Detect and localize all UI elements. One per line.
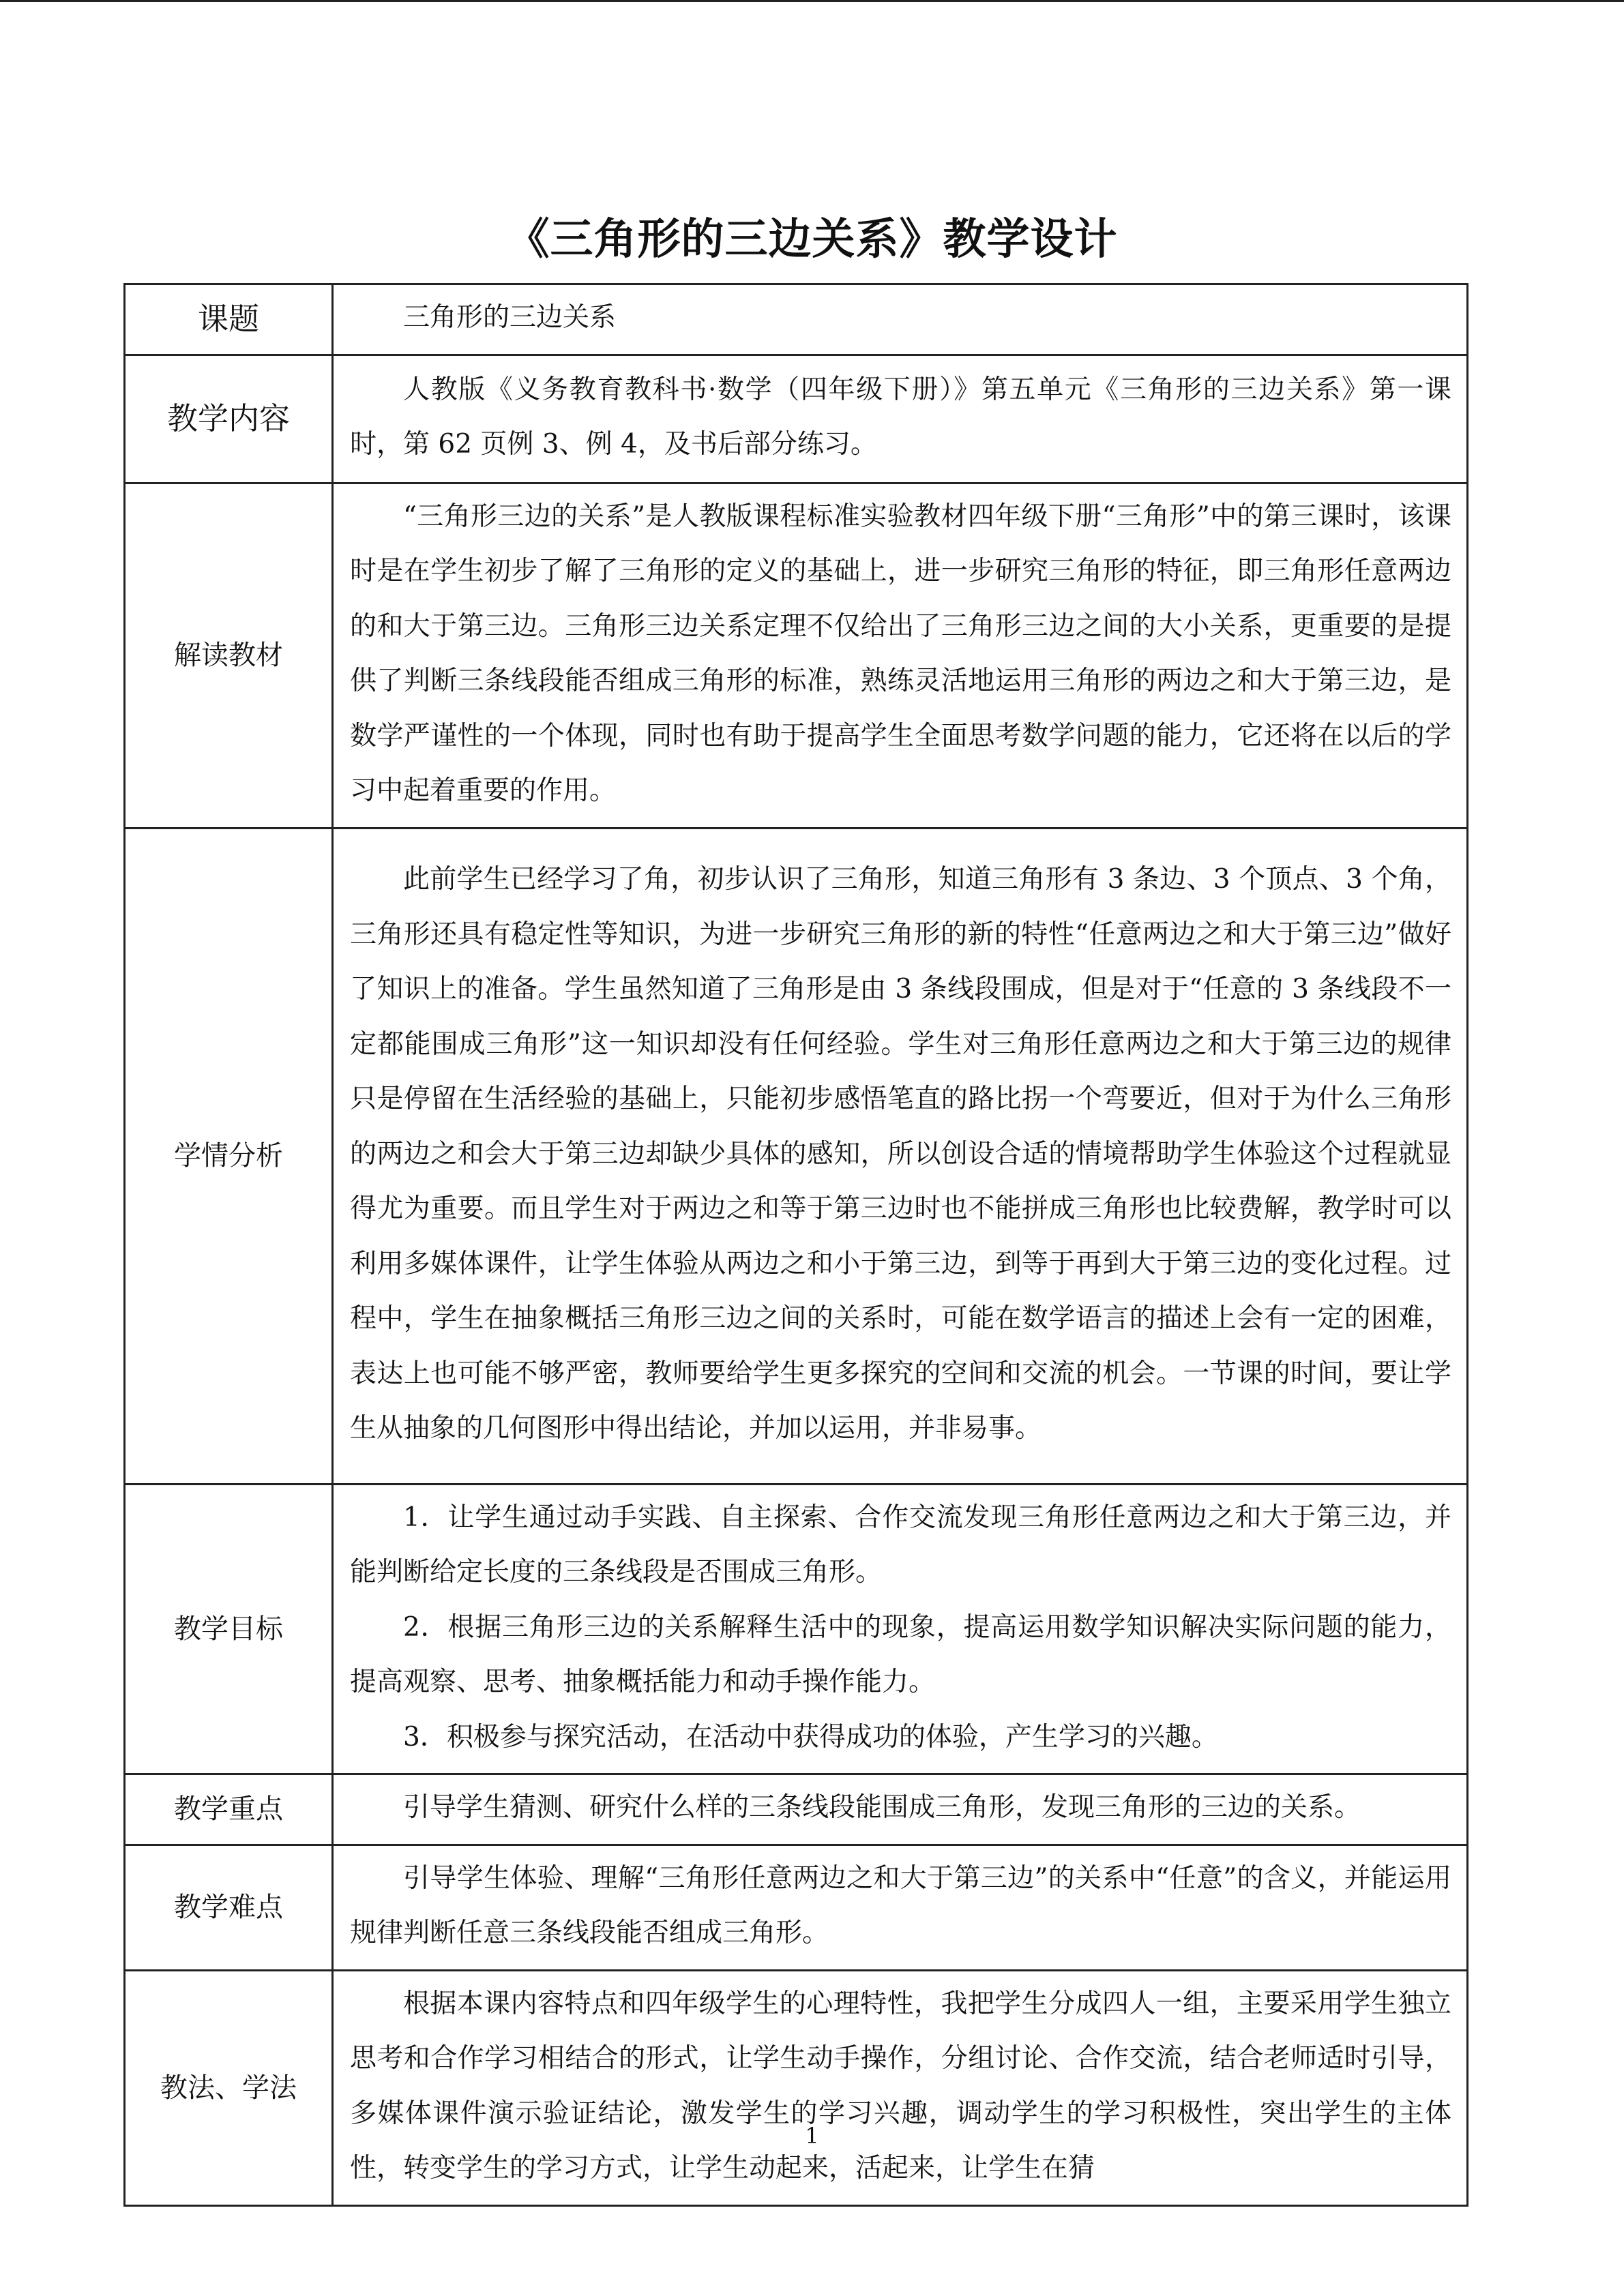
row-label-methods: 教法、学法: [125, 1970, 333, 2205]
row-content-difficult-points: 引导学生体验、理解“三角形任意两边之和大于第三边”的关系中“任意”的含义，并能运用规律判断任意三条线段能否组成三角形。: [333, 1845, 1468, 1970]
table-row-textbook-analysis: [125, 483, 1468, 828]
row-label-teaching-goals: 教学目标: [125, 1484, 333, 1774]
row-content-topic: 三角形的三边关系: [333, 284, 1468, 355]
table-row-teaching-goals: [125, 1484, 1468, 1774]
row-label-key-points: 教学重点: [125, 1774, 333, 1845]
row-content-key-points: 引导学生猜测、研究什么样的三条线段能围成三角形，发现三角形的三边的关系。: [333, 1774, 1468, 1845]
row-label-student-analysis: 学情分析: [125, 828, 333, 1484]
row-label-teaching-content: 教学内容: [125, 355, 333, 483]
table-row-key-points: [125, 1774, 1468, 1845]
page-top-border: [0, 0, 1624, 2]
lesson-plan-table: [123, 283, 1468, 2207]
row-content-student-analysis: 此前学生已经学习了角，初步认识了三角形，知道三角形有 3 条边、3 个顶点、3 个角，三角形还具有稳定性等知识，为进一步研究三角形的新的特性“任意两边之和大于第三边”做好了知识上的准备。学生虽然知道了三角形是由 3 条线段围成，但是对于“任意的 3 条线段不一定都能围成三角形”这一知识却没有任何经验。学生对三角形任意两边之和大于第三边的规律只是停留在生活经验的基础上，只能初步感悟笔直的路比拐一个弯要近，但对于为什么三角形的两边之和会大于第三边却缺少具体的感知，所以创设合适的情境帮助学生体验这个过程就显得尤为重要。而且学生对于两边之和等于第三边时也不能拼成三角形也比较费解，教学时可以利用多媒体课件，让学生体验从两边之和小于第三边，到等于再到大于第三边的变化过程。过程中，学生在抽象概括三角形三边之间的关系时，可能在数学语言的描述上会有一定的困难，表达上也可能不够严密，教师要给学生更多探究的空间和交流的机会。一节课的时间，要让学生从抽象的几何图形中得出结论，并加以运用，并非易事。: [333, 828, 1468, 1484]
goal-item-2: 2．根据三角形三边的关系解释生活中的现象，提高运用数学知识解决实际问题的能力，提高观察、思考、抽象概括能力和动手操作能力。: [350, 1611, 1451, 1697]
goal-item-3: 3．积极参与探究活动，在活动中获得成功的体验，产生学习的兴趣。: [403, 1721, 1218, 1753]
row-content-methods: 根据本课内容特点和四年级学生的心理特性，我把学生分成四人一组，主要采用学生独立思考和合作学习相结合的形式，让学生动手操作，分组讨论、合作交流，结合老师适时引导，多媒体课件演示验证结论，激发学生的学习兴趣，调动学生的学习积极性，突出学生的主体性，转变学生的学习方式，让学生动起来，活起来，让学生在猜: [333, 1970, 1468, 2205]
row-content-teaching-content: 人教版《义务教育教科书·数学（四年级下册）》第五单元《三角形的三边关系》第一课时，第 62 页例 3、例 4，及书后部分练习。: [333, 355, 1468, 483]
row-content-teaching-goals: [333, 1484, 1468, 1774]
goal-item-1: 1．让学生通过动手实践、自主探索、合作交流发现三角形任意两边之和大于第三边，并能判断给定长度的三条线段是否围成三角形。: [350, 1502, 1451, 1587]
table-row-methods: [125, 1970, 1468, 2205]
table-row-difficult-points: [125, 1845, 1468, 1970]
table-row-topic: [125, 284, 1468, 355]
page-number: 1: [805, 2123, 819, 2149]
table-row-student-analysis: [125, 828, 1468, 1484]
row-label-topic: 课题: [125, 284, 333, 355]
row-label-difficult-points: 教学难点: [125, 1845, 333, 1970]
table-row-teaching-content: [125, 355, 1468, 483]
row-content-textbook-analysis: “三角形三边的关系”是人教版课程标准实验教材四年级下册“三角形”中的第三课时，该课时是在学生初步了解了三角形的定义的基础上，进一步研究三角形的特征，即三角形任意两边的和大于第三边。三角形三边关系定理不仅给出了三角形三边之间的大小关系，更重要的是提供了判断三条线段能否组成三角形的标准，熟练灵活地运用三角形的两边之和大于第三边，是数学严谨性的一个体现，同时也有助于提高学生全面思考数学问题的能力，它还将在以后的学习中起着重要的作用。: [333, 483, 1468, 828]
document-title: 《三角形的三边关系》教学设计: [506, 214, 1118, 264]
row-label-textbook-analysis: 解读教材: [125, 483, 333, 828]
